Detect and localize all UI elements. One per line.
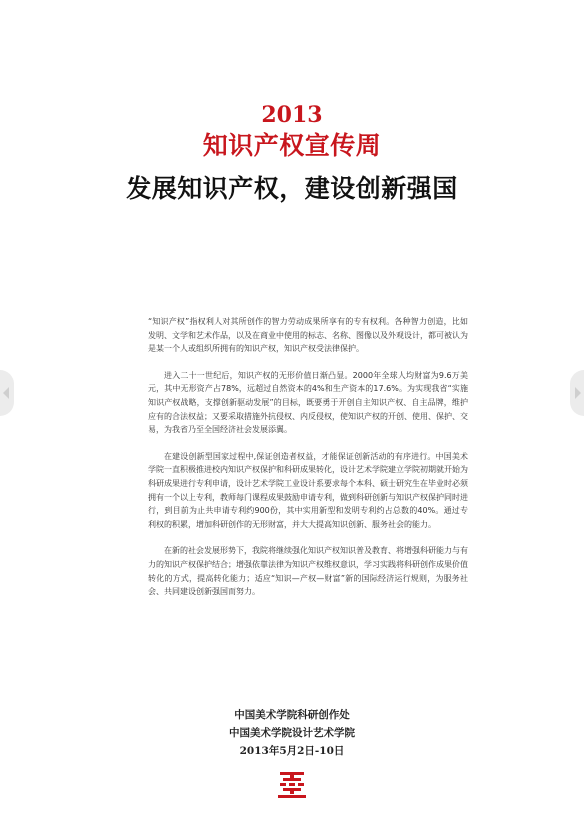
event-date: 2013年5月2日-10日 <box>239 745 345 757</box>
red-geometric-seal-icon <box>277 771 307 801</box>
paragraph-future: 在新的社会发展形势下，我院将继续强化知识产权知识普及教育、将增强科研能力与有力的知识产权保护结合；增强依靠法律为知识产权维权意识，学习实践将科研创作成果价值转化的方式，提高转化能力；适应“知识—产权—财富”新的国际经济运行规则，为服务社会、共同建设创新强国而努力。 <box>148 546 468 597</box>
body-text <box>148 315 468 612</box>
paragraph-value: 进入二十一世纪后，知识产权的无形价值日渐凸显。2000年全球人均财富为9.6万美元，其中无形资产占78%，远超过自然资本的4%和生产资本的17.6%。为实现我省“实施知识产权战略，支撑创新驱动发展”的目标，既要勇于开创自主知识产权、自主品牌，维护应有的合法权益；又要采取措施外抗侵权、内反侵权，使知识产权的开创、使用、保护、交易，为我省乃至全国经济社会发展添翼。 <box>148 370 468 435</box>
chevron-right-icon <box>575 387 581 399</box>
organizer-research-office: 中国美术学院科研创作处 <box>234 709 350 721</box>
paragraph-academy: 在建设创新型国家过程中,保证创造者权益，才能保证创新活动的有序进行。中国美术学院一直积极推进校内知识产权保护和科研成果转化，设计艺术学院建立学院初期就开始为科研成果进行专利申请，设计艺术学院工业设计系要求每个本科、硕士研究生在毕业时必须拥有一个以上专利，教师每门课程成果鼓励申请专利，做到科研创新与知识产权保护同时进行，到目前为止共申请专利约900份，其中实用新型和发明专利约占总数的40%。通过专利权的积累，增加科研创作的无形财富，并大大提高知识创新、服务社会的能力。 <box>148 451 468 529</box>
footer <box>0 706 584 760</box>
chevron-left-icon <box>3 387 9 399</box>
slogan-heading: 发展知识产权，建设创新强国 <box>126 174 458 203</box>
previous-page-arrow[interactable] <box>0 370 14 416</box>
event-title: 知识产权宣传周 <box>202 131 382 160</box>
event-year: 2013 <box>261 102 323 128</box>
paragraph-definition: “知识产权”指权利人对其所创作的智力劳动成果所享有的专有权利。各种智力创造，比如发明、文学和艺术作品，以及在商业中使用的标志、名称、图像以及外观设计，都可被认为是某一个人或组织所拥有的知识产权，知识产权受法律保护。 <box>148 317 468 354</box>
next-page-arrow[interactable] <box>570 370 584 416</box>
organizer-design-school: 中国美术学院设计艺术学院 <box>229 727 355 739</box>
